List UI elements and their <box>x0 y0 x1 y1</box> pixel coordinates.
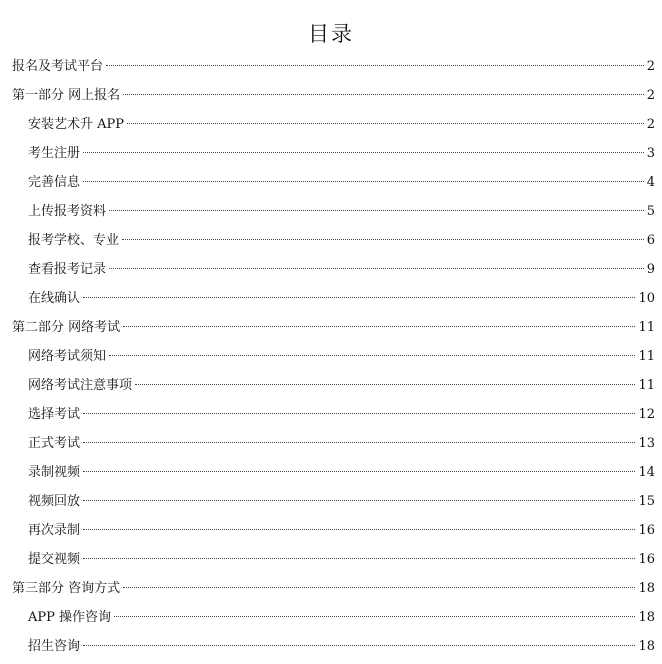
toc-entry-label: 视频回放 <box>28 494 81 509</box>
toc-entry-page: 2 <box>646 117 655 132</box>
toc-entry-label: 在线确认 <box>28 291 81 306</box>
dot-leader <box>83 412 635 414</box>
toc-entry-label: 再次录制 <box>28 523 81 538</box>
toc-entry-page: 11 <box>638 320 655 335</box>
dot-leader <box>114 615 635 617</box>
toc-entry-page: 18 <box>638 639 655 654</box>
dot-leader <box>123 93 644 95</box>
toc-entry-page: 5 <box>646 204 655 219</box>
toc-entry[interactable] <box>28 115 655 135</box>
toc-entry[interactable] <box>28 637 655 657</box>
toc-entry-label: 报考学校、专业 <box>28 233 120 248</box>
dot-leader <box>83 180 644 182</box>
dot-leader <box>135 383 635 385</box>
toc-entry-page: 9 <box>646 262 655 277</box>
toc-entry[interactable] <box>28 231 655 251</box>
toc-entry-label: 招生咨询 <box>28 639 81 654</box>
dot-leader <box>123 325 635 327</box>
toc-entry-page: 16 <box>638 523 655 538</box>
toc-entry-page: 13 <box>638 436 655 451</box>
toc-entry-page: 18 <box>638 610 655 625</box>
toc-entry[interactable] <box>28 463 655 483</box>
dot-leader <box>109 209 644 211</box>
toc-entry[interactable] <box>28 434 655 454</box>
toc-entry[interactable] <box>28 521 655 541</box>
toc-entry[interactable] <box>28 376 655 396</box>
toc-entry-page: 6 <box>646 233 655 248</box>
toc-entry-page: 15 <box>638 494 655 509</box>
toc-entry[interactable] <box>12 86 655 106</box>
toc-entry-label: 录制视频 <box>28 465 81 480</box>
toc-entry-label: 考生注册 <box>28 146 81 161</box>
toc-entry[interactable] <box>28 608 655 628</box>
dot-leader <box>123 586 635 588</box>
toc-entry-page: 14 <box>638 465 655 480</box>
toc-entry[interactable] <box>28 492 655 512</box>
toc-entry[interactable] <box>12 318 655 338</box>
toc-entry-label: 正式考试 <box>28 436 81 451</box>
toc-entry[interactable] <box>12 579 655 599</box>
toc-entry[interactable] <box>28 202 655 222</box>
dot-leader <box>109 354 635 356</box>
toc-entry[interactable] <box>28 347 655 367</box>
toc-entry-label: 报名及考试平台 <box>12 59 104 74</box>
toc-entry[interactable] <box>12 57 655 77</box>
dot-leader <box>83 470 635 472</box>
toc-entry-page: 11 <box>638 378 655 393</box>
toc-entry[interactable] <box>28 173 655 193</box>
dot-leader <box>106 64 644 66</box>
dot-leader <box>83 499 635 501</box>
dot-leader <box>109 267 644 269</box>
toc-entry-label: APP 操作咨询 <box>28 610 112 625</box>
toc-entry-page: 11 <box>638 349 655 364</box>
toc-entry-label: 上传报考资料 <box>28 204 107 219</box>
toc-entry[interactable] <box>28 144 655 164</box>
toc-entry-label: 选择考试 <box>28 407 81 422</box>
toc-entry-page: 18 <box>638 581 655 596</box>
toc-entry[interactable] <box>28 550 655 570</box>
dot-leader <box>83 296 635 298</box>
toc-entry[interactable] <box>28 289 655 309</box>
toc-entry-label: 网络考试须知 <box>28 349 107 364</box>
dot-leader <box>83 644 635 646</box>
toc-entry-label: 查看报考记录 <box>28 262 107 277</box>
dot-leader <box>122 238 644 240</box>
dot-leader <box>83 557 635 559</box>
toc-entry-label: 第三部分 咨询方式 <box>12 581 121 596</box>
toc-entry-label: 第一部分 网上报名 <box>12 88 121 103</box>
dot-leader <box>83 441 635 443</box>
toc-entry-page: 2 <box>646 59 655 74</box>
toc-title: 目录 <box>308 22 354 46</box>
toc-entry-page: 2 <box>646 88 655 103</box>
toc-entry-label: 第二部分 网络考试 <box>12 320 121 335</box>
toc-entry-page: 16 <box>638 552 655 567</box>
dot-leader <box>83 528 635 530</box>
toc-entry-page: 10 <box>638 291 655 306</box>
toc-entry-page: 3 <box>646 146 655 161</box>
toc-entry[interactable] <box>28 260 655 280</box>
toc-entry-page: 4 <box>646 175 655 190</box>
toc-entry-page: 12 <box>638 407 655 422</box>
toc-entry-label: 安装艺术升 APP <box>28 117 125 132</box>
dot-leader <box>127 122 644 124</box>
toc-entry[interactable] <box>28 405 655 425</box>
toc-entry-label: 完善信息 <box>28 175 81 190</box>
toc-entry-label: 提交视频 <box>28 552 81 567</box>
toc-entry-label: 网络考试注意事项 <box>28 378 133 393</box>
dot-leader <box>83 151 644 153</box>
